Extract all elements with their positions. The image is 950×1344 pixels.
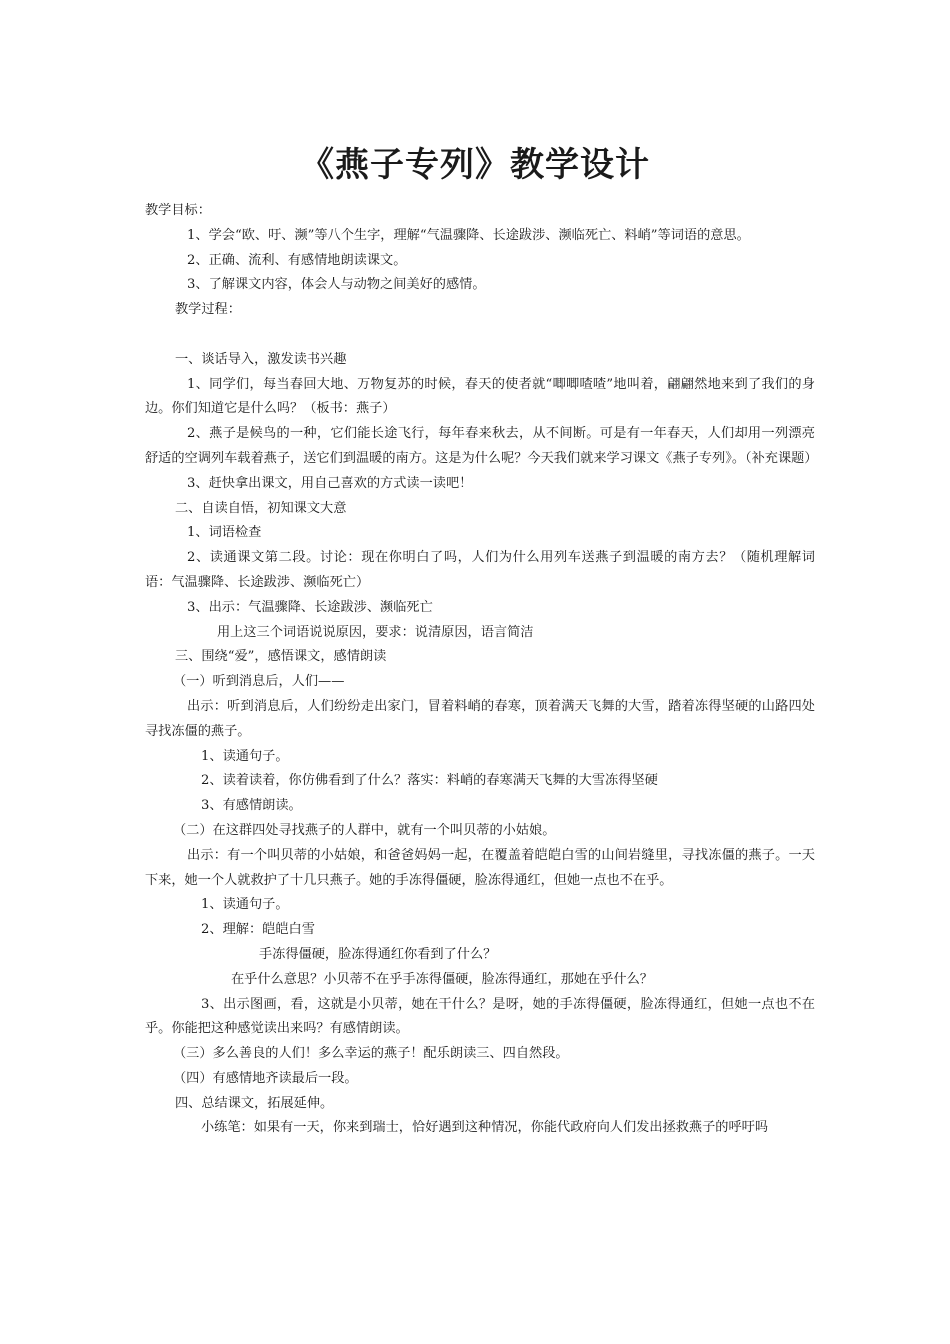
paragraph: 二、自读自悟，初知课文大意 [175,500,347,516]
paragraph: 3、有感情朗读。 [201,798,302,814]
paragraph: 教学过程： [175,302,241,318]
paragraph: 2、读着读着，你仿佛看到了什么？落实：料峭的春寒满天飞舞的大雪冻得坚硬 [201,773,658,789]
paragraph: 小练笔：如果有一天，你来到瑞士，恰好遇到这种情况，你能代政府向人们发出拯救燕子的呼吁吗 [201,1120,769,1136]
paragraph: 四、总结课文，拓展延伸。 [175,1095,334,1111]
document-body [145,199,818,1141]
paragraph: （四）有感情地齐读最后一段。 [173,1070,358,1086]
paragraph: （二）在这群四处寻找燕子的人群中，就有一个叫贝蒂的小姑娘。 [173,822,556,838]
paragraph: 在乎什么意思？小贝蒂不在乎手冻得僵硬，脸冻得通红，那她在乎什么？ [231,971,653,987]
paragraph: 1、读通句子。 [201,897,289,913]
paragraph: 2、读通课文第二段。讨论：现在你明白了吗，人们为什么用列车送燕子到温暖的南方去？（随机理解词语：气温骤降、长途跋涉、濒临死亡） [145,550,815,590]
paragraph: 3、赶快拿出课文，用自己喜欢的方式读一读吧！ [187,475,473,491]
paragraph: （三）多么善良的人们！多么幸运的燕子！配乐朗读三、四自然段。 [173,1046,569,1062]
paragraph: 出示：听到消息后，人们纷纷走出家门，冒着料峭的春寒，顶着满天飞舞的大雪，踏着冻得坚硬的山路四处寻找冻僵的燕子。 [145,698,815,739]
paragraph: 三、围绕“爱”，感悟课文，感情朗读 [175,649,387,665]
paragraph: 3、出示：气温骤降、长途跋涉、濒临死亡 [187,599,433,615]
paragraph: 2、理解：皑皑白雪 [201,922,315,938]
paragraph: 2、正确、流利、有感情地朗读课文。 [187,252,407,268]
paragraph: 1、读通句子。 [201,748,289,764]
document-title: 《燕子专列》教学设计 [300,145,650,185]
paragraph: 1、词语检查 [187,525,262,541]
paragraph: 手冻得僵硬，脸冻得通红你看到了什么？ [259,946,497,962]
paragraph: 教学目标： [145,203,211,218]
paragraph: 一、谈话导入，激发读书兴趣 [175,351,347,367]
paragraph: 3、出示图画，看，这就是小贝蒂，她在干什么？是呀，她的手冻得僵硬，脸冻得通红，但她一点也不在乎。你能把这种感觉读出来吗？有感情朗读。 [145,996,815,1037]
blank-line [145,323,815,348]
paragraph: 用上这三个词语说说原因，要求：说清原因，语言简洁 [217,624,534,640]
paragraph: 1、同学们，每当春回大地、万物复苏的时候，春天的使者就“唧唧喳喳”地叫着，翩翩然地来到了我们的身边。你们知道它是什么吗？（板书：燕子） [145,376,815,417]
paragraph: （一）听到消息后，人们—— [173,674,345,690]
paragraph: 3、了解课文内容，体会人与动物之间美好的感情。 [187,277,486,293]
paragraph: 出示：有一个叫贝蒂的小姑娘，和爸爸妈妈一起，在覆盖着皑皑白雪的山间岩缝里，寻找冻僵的燕子。一天下来，她一个人就救护了十几只燕子。她的手冻得僵硬，脸冻得通红，但她一点也不在乎。 [145,847,815,888]
paragraph: 1、学会“欧、吁、濒”等八个生字，理解“气温骤降、长途跋涉、濒临死亡、料峭”等词语的意思。 [187,227,750,243]
paragraph: 2、燕子是候鸟的一种，它们能长途飞行，每年春来秋去，从不间断。可是有一年春天，人们却用一列漂亮舒适的空调列车载着燕子，送它们到温暖的南方。这是为什么呢？今天我们就来学习课文《燕子专列》。（补充课题） [145,426,818,466]
